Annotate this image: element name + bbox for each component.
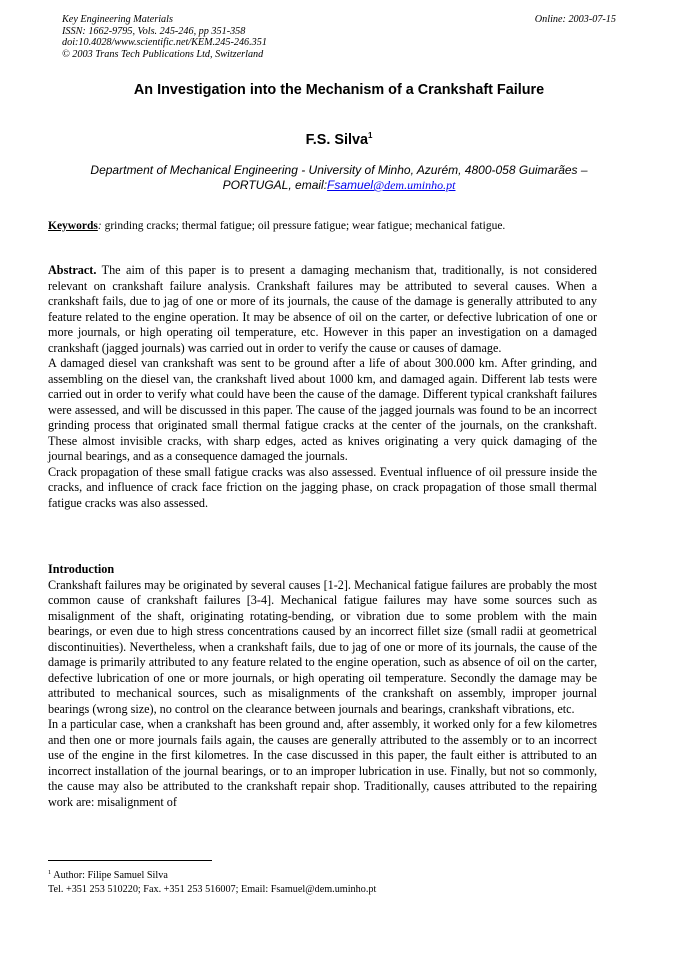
doi-line: doi:10.4028/www.scientific.net/KEM.245-246.351 <box>62 37 267 49</box>
author-footnote-mark: 1 <box>367 131 373 140</box>
affiliation <box>50 163 628 193</box>
copyright-line: © 2003 Trans Tech Publications Ltd, Switzerland <box>62 48 264 60</box>
author-line <box>0 131 678 148</box>
keywords-separator: : <box>97 220 102 232</box>
abstract-paragraph: A damaged diesel van crankshaft was sent to be ground after a life of about 300.000 km. After grinding, and assembling on the diesel van, the crankshaft lived about 1000 km, and damaged again. Different lab tests were carried out in order to verify what could have been the cause of the damage. Different typical crankshaft failures were assessed, and will be discussed in this paper. The cause of the jagged journals was found to be an incorrect grinding process that originated small thermal fatigue cracks at the center of the journals, on the crankshaft. These almost invisible cracks, with sharp edges, acted as knives originating a very quick damaging of the journal bearings, and as a consequence damaged the journals. <box>48 356 597 463</box>
journal-name: Key Engineering Materials <box>62 14 173 25</box>
email-domain: @dem.uminho.pt <box>373 178 456 192</box>
journal-header <box>62 14 267 60</box>
author-email-link[interactable] <box>327 178 455 192</box>
issn-line: ISSN: 1662-9795, Vols. 245-246, pp 351-358 <box>62 25 246 37</box>
introduction-paragraph: In a particular case, when a crankshaft has been ground and, after assembly, it worked only for a few kilometres and then one or more journals fails again, the causes are generally attributed to the assembly or to an incorrect use of the engine in the first kilometres. In the case discussed in this paper, the fault either is attributed to an incorrect installation of the journal bearings, or to an improper lubrication in use. Finally, but not so commonly, the cause may also be attributed to the crankshaft repair shop. Traditionally, causes attributed to the repairing work are: misalignment of <box>48 717 597 809</box>
footnote-author <box>48 866 376 883</box>
introduction-paragraph: Crankshaft failures may be originated by several causes [1-2]. Mechanical fatigue failures are probably the most common cause of crankshaft failures [3-4]. Mechanical fatigue failures may have some sources such as misalignment of the shaft, originating rotating-bending, or vibration due to some problem with the main bearings, or even due to high stress concentrations caused by an incorrect fillet size (small radii at geometrical discontinuities). Nevertheless, when a crankshaft fails, due to jag of one or more of its journals, the cause of the damage is primarily attributed to any feature related to the engine operation, such as absence of oil on the carter, defective lubrication of one or more journals, or high operating oil temperature. Secondly the damage may be attributed to mechanical sources, such as misalignments of the crankshaft on assembly, improper journal bearings (wrong size), no control on the clearance between journals and bearings, crankshaft vibrations, etc. <box>48 577 597 716</box>
online-date: Online: 2003-07-15 <box>534 14 616 25</box>
author-name: F.S. Silva <box>305 132 368 148</box>
introduction-section <box>48 562 597 810</box>
abstract-paragraph: Crack propagation of these small fatigue cracks was also assessed. Eventual influence of oil pressure inside the cracks, and influence of crack face friction on the jagging phase, on crack propagation of those small thermal fatigue cracks was also assessed. <box>48 464 597 510</box>
abstract-section <box>48 263 597 511</box>
email-user: Fsamuel <box>327 178 374 192</box>
affiliation-line-2 <box>50 178 628 193</box>
keywords-text: grinding cracks; thermal fatigue; oil pressure fatigue; wear fatigue; mechanical fatigue. <box>101 220 506 232</box>
abstract-text: The aim of this paper is to present a damaging mechanism that, traditionally, is not considered relevant on crankshaft failure analysis. Crankshaft failures may be attributed to several causes. When a crankshaft fails, due to jag of one or more of its journals, the cause of the damage is generally attributed to any feature related to the engine operation. It may be absence of oil on the carter, or defective lubrication of one or more journals, or high operating oil temperature, etc. However in this paper an investigation on a damaged crankshaft (jagged journals) was carried out in order to verify the cause or causes of damage. <box>48 263 597 355</box>
footnote-author-text: Author: Filipe Samuel Silva <box>51 870 168 881</box>
footnote-contact: Tel. +351 253 510220; Fax. +351 253 516007; Email: Fsamuel@dem.uminho.pt <box>48 884 377 895</box>
paper-title: An Investigation into the Mechanism of a Crankshaft Failure <box>133 82 545 98</box>
affiliation-line-1: Department of Mechanical Engineering - University of Minho, Azurém, 4800-058 Guimarães – <box>90 163 588 177</box>
affiliation-country: PORTUGAL, email: <box>222 178 328 192</box>
keywords <box>48 220 505 232</box>
introduction-heading: Introduction <box>48 562 115 576</box>
abstract-label: Abstract. <box>48 263 97 277</box>
footnote-divider <box>48 860 212 861</box>
footnote <box>48 866 376 897</box>
keywords-label: Keywords <box>48 220 98 232</box>
abstract-paragraph <box>48 263 597 356</box>
footnote-mark: 1 <box>48 869 52 876</box>
